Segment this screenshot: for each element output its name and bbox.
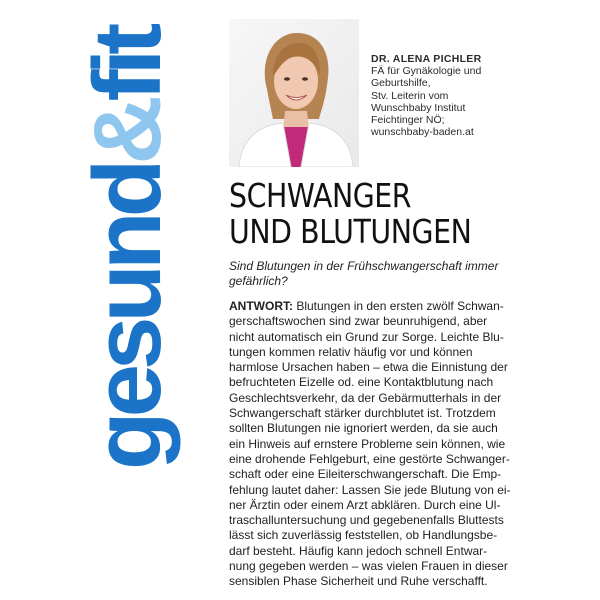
article-body bbox=[229, 299, 574, 590]
author-line: Wunschbaby Institut bbox=[371, 101, 466, 114]
body-line: befruchteten Eizelle od. eine Kontaktblutung nach bbox=[229, 375, 494, 390]
author-portrait bbox=[229, 19, 359, 167]
body-line: sollten Blutungen nie ignoriert werden, da sie auch bbox=[229, 421, 498, 436]
body-line: lässt sich zuverlässig feststellen, ob Handlungsbe- bbox=[229, 528, 498, 543]
headline-line-1: SCHWANGER bbox=[229, 176, 412, 215]
body-line: ner Ärztin oder einem Arzt abklären. Durch eine Ul- bbox=[229, 497, 501, 512]
author-name: DR. ALENA PICHLER bbox=[371, 53, 482, 65]
body-line: fehlung lautet daher: Lassen Sie jede Blutung von ei- bbox=[229, 482, 511, 497]
answer-keyword: ANTWORT: bbox=[229, 299, 293, 313]
headline-line-2: UND BLUTUNGEN bbox=[229, 212, 472, 251]
lead-line: Sind Blutungen in der Frühschwangerschaft immer bbox=[229, 259, 499, 273]
logo-word-gesund: gesund bbox=[74, 164, 181, 470]
author-website: wunschbaby-baden.at bbox=[371, 126, 474, 139]
body-line: darf besteht. Häufig kann jedoch schnell Entwar- bbox=[229, 543, 488, 558]
portrait-illustration bbox=[229, 19, 359, 167]
body-line: Geschlechtsverkehr, da der Gebärmutterhals in der bbox=[229, 390, 502, 405]
article-headline bbox=[229, 178, 521, 250]
body-line: harmlose Ursachen haben – etwa die Einnistung der bbox=[229, 360, 508, 375]
body-line-text: Blutungen in den ersten zwölf Schwan- bbox=[292, 299, 504, 313]
body-line: traschalluntersuchung und gegebenenfalls Bluttests bbox=[229, 513, 504, 528]
body-line: nicht automatisch ein Grund zur Sorge. Leichte Blu- bbox=[229, 329, 504, 344]
article-lead-question bbox=[229, 259, 569, 289]
body-line: tungen kommen relativ häufig vor und können bbox=[229, 344, 473, 359]
author-line: Stv. Leiterin vom bbox=[371, 89, 449, 102]
body-line: ein Hinweis auf ernstere Probleme sein können, wie bbox=[229, 436, 506, 451]
body-line: schaft oder eine Eileiterschwangerschaft. Die Emp- bbox=[229, 467, 502, 482]
author-line: FÄ für Gynäkologie und bbox=[371, 65, 482, 78]
author-line: Feichtinger NÖ; bbox=[371, 114, 445, 127]
body-line: nung gegeben werden – was vielen Frauen in dieser bbox=[229, 559, 508, 574]
logo-word-fit: fit bbox=[74, 28, 181, 102]
lead-line: gefährlich? bbox=[229, 274, 288, 288]
body-line: Schwangerschaft stärker durchblutet ist. Trotzdem bbox=[229, 406, 496, 421]
body-line: eine drohende Fehlgeburt, eine gestörte Schwanger- bbox=[229, 451, 510, 466]
author-line: Geburtshilfe, bbox=[371, 77, 431, 90]
body-line bbox=[229, 299, 574, 314]
author-info bbox=[371, 53, 571, 138]
body-line: gerschaftswochen sind zwar beunruhigend, aber bbox=[229, 314, 488, 329]
magazine-logo bbox=[74, 28, 181, 470]
logo-ampersand: & bbox=[74, 101, 181, 165]
body-line: sensiblen Phase Sicherheit und Ruhe verschafft. bbox=[229, 574, 488, 589]
